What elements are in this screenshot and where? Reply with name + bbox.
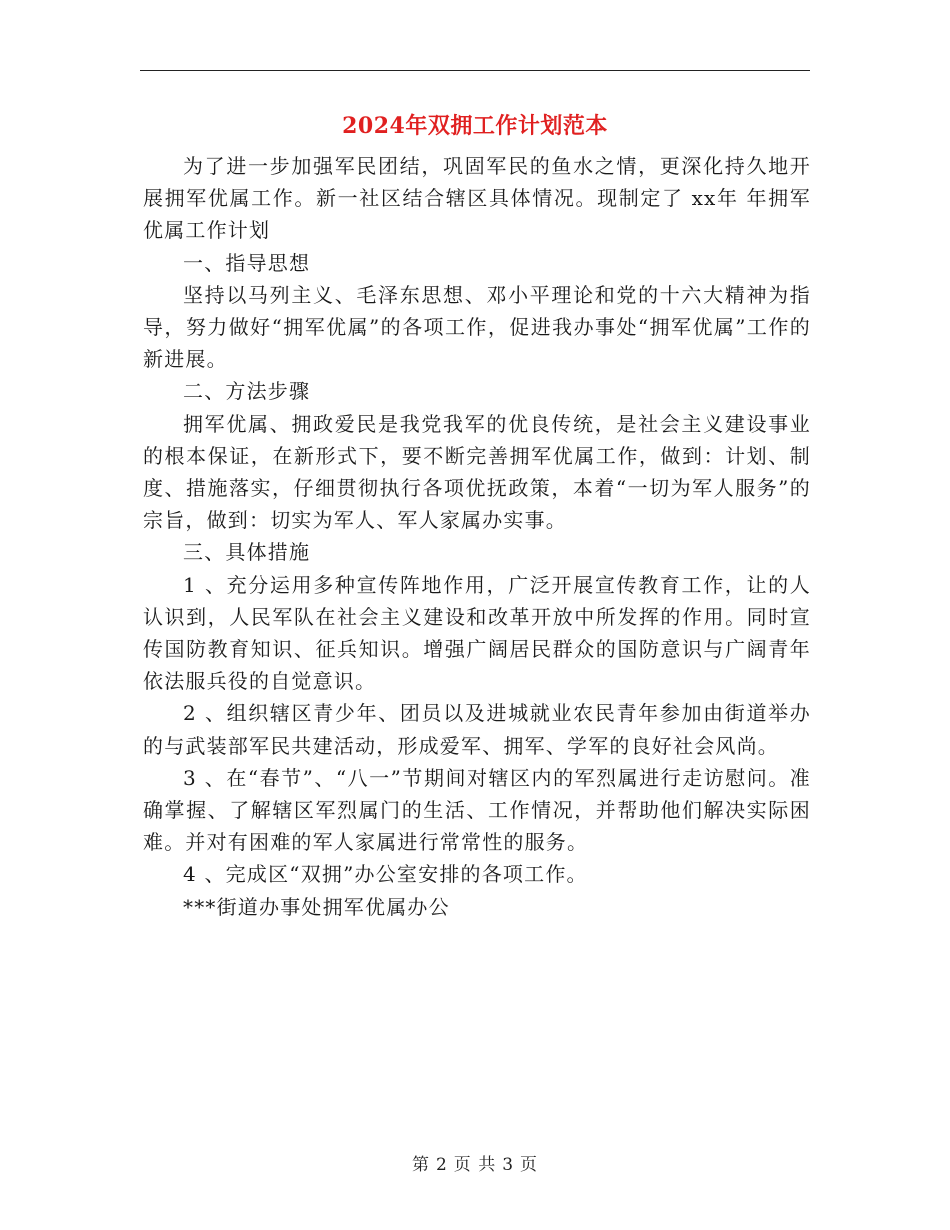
- document-title: 2024年双拥工作计划范本: [342, 113, 608, 139]
- measure-item-3: 3 、在“春节”、“八一”节期间对辖区内的军烈属进行走访慰问。准确掌握、了解辖区军烈属门的生活、工作情况，并帮助他们解决实际困难。并对有困难的军人家属进行常常性的服务。: [143, 765, 811, 855]
- measure-item-1: 1 、充分运用多种宣传阵地作用，广泛开展宣传教育工作，让的人认识到，人民军队在社会主义建设和改革开放中所发挥的作用。同时宣传国防教育知识、征兵知识。增强广阔居民群众的国防意识与广阔青年依法服兵役的自觉意识。: [143, 572, 811, 694]
- measure-item-2: 2 、组织辖区青少年、团员以及进城就业农民青年参加由街道举办的与武装部军民共建活动，形成爱军、拥军、学军的良好社会风尚。: [143, 701, 811, 758]
- section-heading-methods: 二、方法步骤: [183, 379, 311, 404]
- footer-total-pages: 3: [502, 1155, 515, 1175]
- footer-prefix: 第: [411, 1155, 430, 1175]
- footer-middle: 页 共: [453, 1155, 497, 1175]
- page-footer: [0, 1150, 950, 1175]
- body-paragraph: 拥军优属、拥政爱民是我党我军的优良传统，是社会主义建设事业的根本保证，在新形式下，要不断完善拥军优属工作，做到：计划、制度、措施落实，仔细贯彻执行各项优抚政策，本着“一切为军人服务”的宗旨，做到：切实为军人、军人家属办实事。: [143, 411, 811, 533]
- footer-page-number: 2: [435, 1155, 448, 1175]
- document-body: [143, 150, 811, 923]
- body-paragraph: 坚持以马列主义、毛泽东思想、邓小平理论和党的十六大精神为指导，努力做好“拥军优属”的各项工作，促进我办事处“拥军优属”工作的新进展。: [143, 282, 811, 372]
- footer-suffix: 页: [520, 1155, 539, 1175]
- header-rule: [140, 70, 810, 71]
- section-heading-guiding-ideology: 一、指导思想: [183, 250, 311, 275]
- section-heading-measures: 三、具体措施: [183, 540, 311, 565]
- signature-line: ***街道办事处拥军优属办公: [183, 894, 450, 919]
- intro-paragraph: 为了进一步加强军民团结，巩固军民的鱼水之情，更深化持久地开展拥军优属工作。新一社区结合辖区具体情况。现制定了 xx年 年拥军优属工作计划: [143, 154, 811, 243]
- measure-item-4: 4 、完成区“双拥”办公室安排的各项工作。: [183, 862, 588, 887]
